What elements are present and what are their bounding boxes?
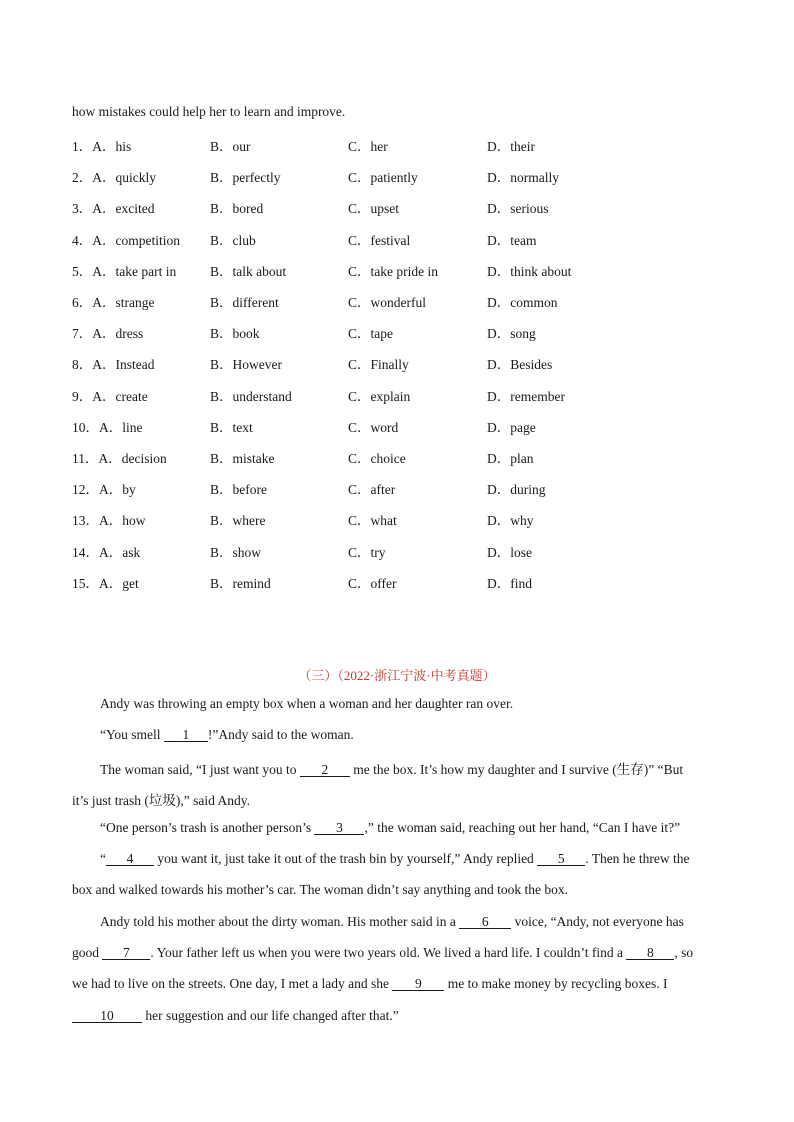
option-text: ask xyxy=(122,545,141,560)
question-number: 15．A． xyxy=(72,576,123,591)
option-a xyxy=(72,353,154,373)
option-text: get xyxy=(122,576,139,591)
option-b: B．mistake xyxy=(210,451,275,466)
option-b: B．perfectly xyxy=(210,170,281,185)
option-a xyxy=(72,291,154,311)
passage-line-5 xyxy=(100,820,680,836)
option-a xyxy=(72,166,156,186)
question-number: 7．A． xyxy=(72,326,116,341)
text-segment: me the box. It’s how my daughter and I survive (生存)” “But xyxy=(349,762,684,777)
passage-line-2 xyxy=(100,727,354,743)
text-segment: The woman said, “I just want you to xyxy=(100,762,300,777)
option-a xyxy=(72,197,154,217)
option-d: D．plan xyxy=(487,451,534,466)
text-segment: you want it, just take it out of the trash bin by yourself,” Andy replied xyxy=(154,851,538,866)
blank-2: 2 xyxy=(300,763,350,777)
option-d: D．during xyxy=(487,482,546,497)
text-segment: me to make money by recycling boxes. I xyxy=(444,976,668,991)
option-a xyxy=(72,447,167,467)
passage-line-4: it’s just trash (垃圾),” said Andy. xyxy=(72,793,250,808)
option-d: D．why xyxy=(487,513,534,528)
option-c: C．tape xyxy=(348,326,393,341)
option-b: B．understand xyxy=(210,389,292,404)
text-segment: ,” the woman said, reaching out her hand, “Can I have it?” xyxy=(364,820,681,835)
option-b: B．where xyxy=(210,513,266,528)
question-number: 5．A． xyxy=(72,264,116,279)
option-c: C．festival xyxy=(348,233,411,248)
option-a xyxy=(72,229,180,249)
option-d: D．lose xyxy=(487,545,532,560)
section-source-label: （2022·浙江宁波·中考真题） xyxy=(337,668,496,683)
option-c: C．what xyxy=(348,513,397,528)
blank-1: 1 xyxy=(164,728,208,742)
passage-line-6 xyxy=(100,851,690,867)
text-segment: good xyxy=(72,945,103,960)
option-c: C．after xyxy=(348,482,396,497)
option-text: create xyxy=(115,389,148,404)
option-b: B．book xyxy=(210,326,260,341)
text-segment: Andy told his mother about the dirty woman. His mother said in a xyxy=(100,914,460,929)
option-c: C．wonderful xyxy=(348,295,426,310)
option-text: competition xyxy=(115,233,180,248)
text-segment: we had to live on the streets. One day, I met a lady and she xyxy=(72,976,393,991)
question-number: 10．A． xyxy=(72,420,123,435)
option-text: Instead xyxy=(115,357,155,372)
option-d: D．their xyxy=(487,139,535,154)
passage-line-9 xyxy=(72,945,693,961)
section-title xyxy=(0,665,794,684)
passage-line-3 xyxy=(100,758,683,778)
text-segment: voice, “Andy, not everyone has xyxy=(511,914,684,929)
option-c: C．explain xyxy=(348,389,411,404)
passage-line-7: box and walked towards his mother’s car. The woman didn’t say anything and took the box. xyxy=(72,882,569,897)
option-text: strange xyxy=(115,295,155,310)
option-a xyxy=(72,509,146,529)
intro-tail-text: how mistakes could help her to learn and improve. xyxy=(72,104,346,119)
option-text: line xyxy=(122,420,143,435)
option-c: C．word xyxy=(348,420,399,435)
text-segment: . Your father left us when you were two years old. We lived a hard life. I couldn’t find a xyxy=(150,945,627,960)
option-b: B．different xyxy=(210,295,279,310)
question-number: 9．A． xyxy=(72,389,116,404)
option-a xyxy=(72,572,139,592)
option-a xyxy=(72,385,148,405)
option-a xyxy=(72,135,131,155)
option-c: C．try xyxy=(348,545,386,560)
option-d: D．normally xyxy=(487,170,559,185)
section-part-label: （三） xyxy=(298,668,338,683)
question-number: 6．A． xyxy=(72,295,116,310)
option-d: D．team xyxy=(487,233,537,248)
question-number: 11．A． xyxy=(72,451,122,466)
option-d: D．page xyxy=(487,420,536,435)
option-d: D．common xyxy=(487,295,558,310)
option-text: excited xyxy=(115,201,155,216)
question-number: 14．A． xyxy=(72,545,123,560)
text-segment: !”Andy said to the woman. xyxy=(207,727,354,742)
option-a xyxy=(72,322,143,342)
question-number: 12．A． xyxy=(72,482,123,497)
text-segment: . Then he threw the xyxy=(585,851,690,866)
text-segment: , so xyxy=(674,945,694,960)
question-number: 4．A． xyxy=(72,233,116,248)
option-c: C．choice xyxy=(348,451,406,466)
option-a xyxy=(72,541,140,561)
question-number: 1．A． xyxy=(72,139,116,154)
option-b: B．bored xyxy=(210,201,264,216)
passage-line-10 xyxy=(72,976,667,992)
question-number: 3．A． xyxy=(72,201,116,216)
option-c: C．offer xyxy=(348,576,397,591)
question-number: 13．A． xyxy=(72,513,123,528)
option-text: quickly xyxy=(115,170,156,185)
option-text: decision xyxy=(121,451,167,466)
blank-8: 8 xyxy=(626,946,674,960)
option-d: D．think about xyxy=(487,264,572,279)
option-b: B．However xyxy=(210,357,282,372)
option-c: C．upset xyxy=(348,201,400,216)
option-b: B．remind xyxy=(210,576,271,591)
question-number: 2．A． xyxy=(72,170,116,185)
option-c: C．her xyxy=(348,139,388,154)
option-a xyxy=(72,416,143,436)
text-segment: “One person’s trash is another person’s xyxy=(100,820,315,835)
option-b: B．our xyxy=(210,139,251,154)
option-b: B．before xyxy=(210,482,267,497)
option-b: B．show xyxy=(210,545,262,560)
question-number: 8．A． xyxy=(72,357,116,372)
option-d: D．Besides xyxy=(487,357,553,372)
blank-6: 6 xyxy=(459,915,511,929)
text-segment: “You smell xyxy=(100,727,164,742)
option-d: D．serious xyxy=(487,201,549,216)
option-b: B．text xyxy=(210,420,253,435)
option-a xyxy=(72,260,176,280)
blank-7: 7 xyxy=(102,946,150,960)
option-d: D．song xyxy=(487,326,536,341)
text-segment: “ xyxy=(100,851,106,866)
option-c: C．patiently xyxy=(348,170,418,185)
passage-line-1: Andy was throwing an empty box when a woman and her daughter ran over. xyxy=(100,696,514,711)
blank-10: 10 xyxy=(72,1009,142,1023)
option-b: B．talk about xyxy=(210,264,287,279)
option-a xyxy=(72,478,136,498)
text-segment: her suggestion and our life changed after that.” xyxy=(142,1008,399,1023)
passage-line-8 xyxy=(100,914,684,930)
option-c: C．take pride in xyxy=(348,264,438,279)
passage-line-11 xyxy=(72,1008,399,1024)
option-text: his xyxy=(115,139,132,154)
option-text: how xyxy=(122,513,146,528)
blank-4: 4 xyxy=(106,852,154,866)
blank-9: 9 xyxy=(392,977,444,991)
option-text: dress xyxy=(115,326,144,341)
option-d: D．remember xyxy=(487,389,565,404)
option-d: D．find xyxy=(487,576,532,591)
option-c: C．Finally xyxy=(348,357,409,372)
option-text: by xyxy=(122,482,136,497)
blank-5: 5 xyxy=(537,852,585,866)
blank-3: 3 xyxy=(314,821,364,835)
option-text: take part in xyxy=(115,264,177,279)
option-b: B．club xyxy=(210,233,256,248)
